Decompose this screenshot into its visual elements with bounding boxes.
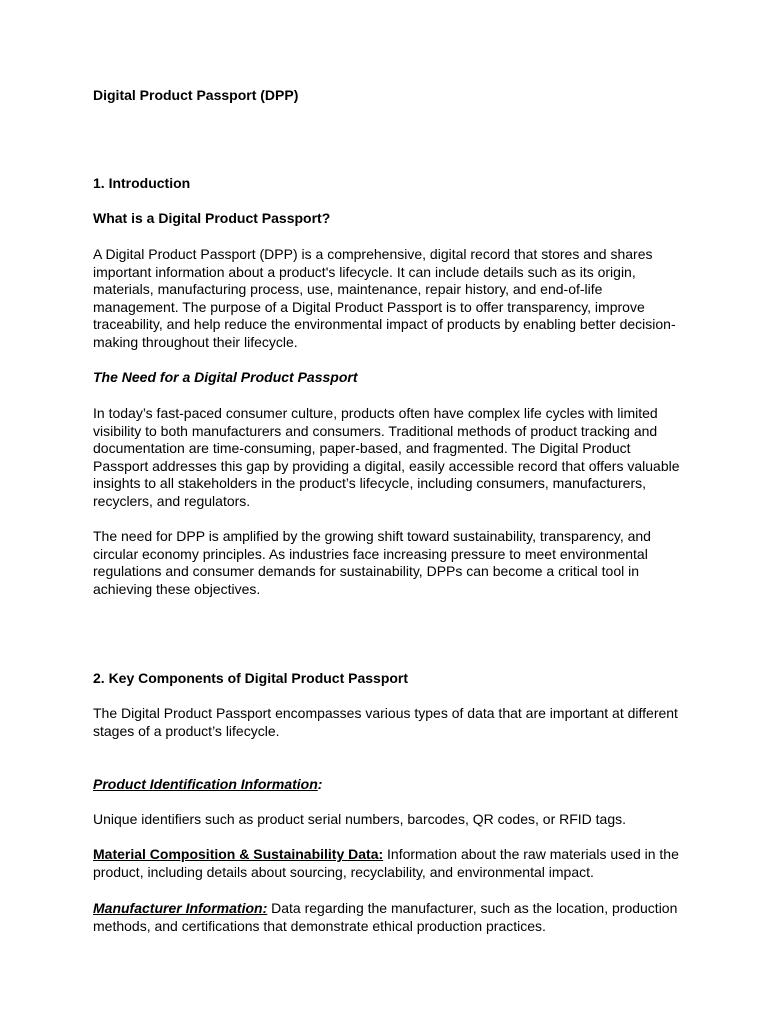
product-identification-label: Product Identification Information [93,776,318,792]
need-paragraph-2: The need for DPP is amplified by the growing shift toward sustainability, transparency, and circular economy principles. As industries face increasing pressure to meet environmental regulations and consumer demands for sustainability, DPPs can become a critical tool in achieving these objectives. [93,528,651,597]
manufacturer-text: Data regarding the manufacturer, such as the location, production methods, and certifications that demonstrate ethical production practices. [93,900,678,934]
section-1-subheading: What is a Digital Product Passport? [93,210,331,226]
material-composition-label: Material Composition & Sustainability Data: [93,846,384,862]
product-identification-text: Unique identifiers such as product serial numbers, barcodes, QR codes, or RFID tags. [93,811,627,827]
need-heading: The Need for a Digital Product Passport [93,369,358,385]
product-identification-colon: : [317,776,323,792]
product-identification-label-line [93,776,683,794]
section-1-heading: 1. Introduction [93,175,191,191]
manufacturer-label: Manufacturer Information: [93,900,268,916]
material-composition-paragraph [93,846,683,881]
section-2-intro: The Digital Product Passport encompasses various types of data that are important at different stages of a product’s lifecycle. [93,705,678,739]
section-2-heading: 2. Key Components of Digital Product Passport [93,670,409,686]
need-paragraph-1: In today’s fast-paced consumer culture, products often have complex life cycles with limited visibility to both manufacturers and consumers. Traditional methods of product tracking and documentation are time-consuming, paper-based, and fragmented. The Digital Product Passport addresses this gap by providing a digital, easily accessible record that offers valuable insights to all stakeholders in the product’s lifecycle, including consumers, manufacturers, recyclers, and regulators. [93,405,680,509]
material-composition-text: Information about the raw materials used in the product, including details about sourcing, recyclability, and environmental impact. [93,846,679,880]
manufacturer-paragraph [93,900,683,935]
document-title: Digital Product Passport (DPP) [93,87,299,103]
intro-paragraph: A Digital Product Passport (DPP) is a comprehensive, digital record that stores and shares important information about a product's lifecycle. It can include details such as its origin, materials, manufacturing process, use, maintenance, repair history, and end-of-life management. The purpose of a Digital Product Passport is to offer transparency, improve traceability, and help reduce the environmental impact of products by enabling better decision-making throughout their lifecycle. [93,246,676,350]
